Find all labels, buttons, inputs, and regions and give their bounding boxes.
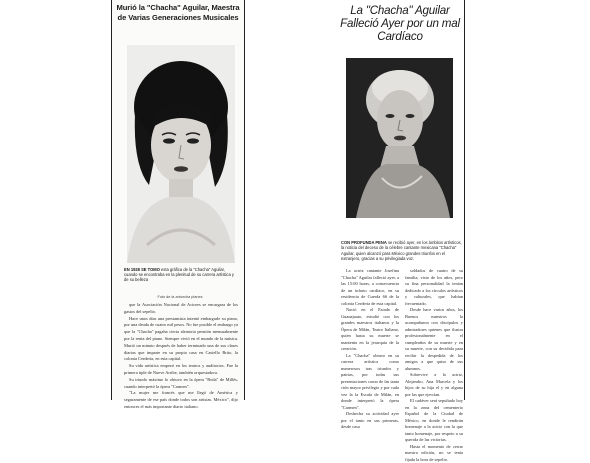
left-paragraph: Su vida artística empezó en los teatros y auditorios. Fue la primera tiple de Nueve Arribe, también orquestadora. <box>124 363 238 377</box>
left-photo-caption <box>124 267 236 283</box>
right-paragraph: Deshecha su actividad ayer por el tanto en sus primeras, desde casa <box>341 411 399 431</box>
left-paragraph: que la Asociación Nacional de Actores se encargara de los gastos del sepelio. <box>124 302 238 316</box>
left-paragraph: "La mujer me francés que me llegó de América y seguramente de ese país donde todos son artistas. México", dijo entonces el más importante diario italiano. <box>124 390 238 410</box>
left-caption-text: esta gráfica de la "Chacha" Aguilar, cuando se encontraba en la plenitud de su carrera artística y de su belleza <box>124 267 234 282</box>
right-paragraph: Hasta el momento de cerrar nuestra edición, no se tenía fijada la hora de sepelio. <box>405 444 463 463</box>
right-portrait-photo <box>346 58 453 218</box>
left-headline: Murió la "Chacha" Aguilar, Maestra de Varias Generaciones Musicales <box>112 3 244 22</box>
left-photo-credit: Foto de la antorcha planes <box>124 295 236 299</box>
left-portrait-photo <box>127 45 235 263</box>
right-paragraph: Sobrevive a la actriz, Alejandro, Ana Marcela y los hijos de su hija el y en alguna por las que ejercían. <box>405 372 463 398</box>
left-edge-rule <box>111 0 112 400</box>
right-headline: La "Chacha" Aguilar Falleció Ayer por un mal Cardíaco <box>336 4 464 43</box>
right-column-1 <box>341 268 399 431</box>
right-caption-text: se recibió ayer, en los ámbitos artísticos, la noticia del deceso de la célebre cantante mexicana "Chacha" Aguilar, quien alcanzó para México grandes triunfos en el extranjero, gracias a su privilegiada voz. <box>341 240 462 261</box>
right-caption-lead: CON PROFUNDA PENA <box>341 240 387 245</box>
left-paragraph: Hace unos días una prestamista intentó embargarle su piano, por una deuda de cuatro mil pesos. No fue posible el embargo ya que la "Chacha" pagaba cierta aleatoria pensión mensualmente por la renta del piano. Siempre vivió en el mundo de la música. Murió un minuto después de haber terminado una de sus clases diarias que imparte en su propia casa en Casiello Brito, la colonia Cerdería, en esta capital. <box>124 316 238 364</box>
right-paragraph: Desde hace varios años, los Buenos maestros la acompañaron con discípulos y admiradores quienes que ilustra profesionalmente en el cumpleaños de su muerte y en su muerte, con su decidida para recibir la despedida de los amigos a que quiso de sus alumnos. <box>405 307 463 372</box>
right-paragraph: La "Chacha" obtuvo en su carrera artística como numerosos tras triunfos y patrias, por todas sus presentaciones como de las tanta ción mayor privilegio y por cada vez la la Escala de Milán, en donde interpretó la ópera "Carmen". <box>341 353 399 412</box>
right-photo-caption <box>341 240 463 262</box>
right-paragraph: soldados de cuatro de su familia, visto de los años, pero su fina personalidad la tenían dedicado a los círculos artísticos y culturales, que habían frecuentado. <box>405 268 463 307</box>
right-column-2 <box>405 268 463 463</box>
right-edge-rule <box>464 0 465 400</box>
center-rule <box>244 0 245 400</box>
left-article-body <box>124 302 238 411</box>
right-paragraph: Nació en el Estado de Guanajuato, estudió con los grandes maestros italianos y la Ópera de Milán, Teatro Italiano, quien hasta su muerte se mantenía en la jerarquía de la creación. <box>341 307 399 353</box>
left-paragraph: Su triunfo máximo lo obtuvo en la ópera "Boda" de Millés, cuando interpretó la ópera "Carmen". <box>124 377 238 391</box>
left-caption-lead: EN 1928 SE TOMO <box>124 267 160 272</box>
right-paragraph: La actriz cantante Josefina "Chacha" Aguilar falleció ayer, a las 15:00 horas, a consecuencia de un infarto cardíaco, en su residencia de Cuerda 66 de la colonia Cerdería de esta capital. <box>341 268 399 307</box>
right-paragraph: El cadáver será sepultado hoy en la zona del cementerio Español de la Ciudad de México, en donde le rendirán homenaje a la actriz con la que tanto homenaje, por respeto a su querida de las victorias. <box>405 398 463 444</box>
